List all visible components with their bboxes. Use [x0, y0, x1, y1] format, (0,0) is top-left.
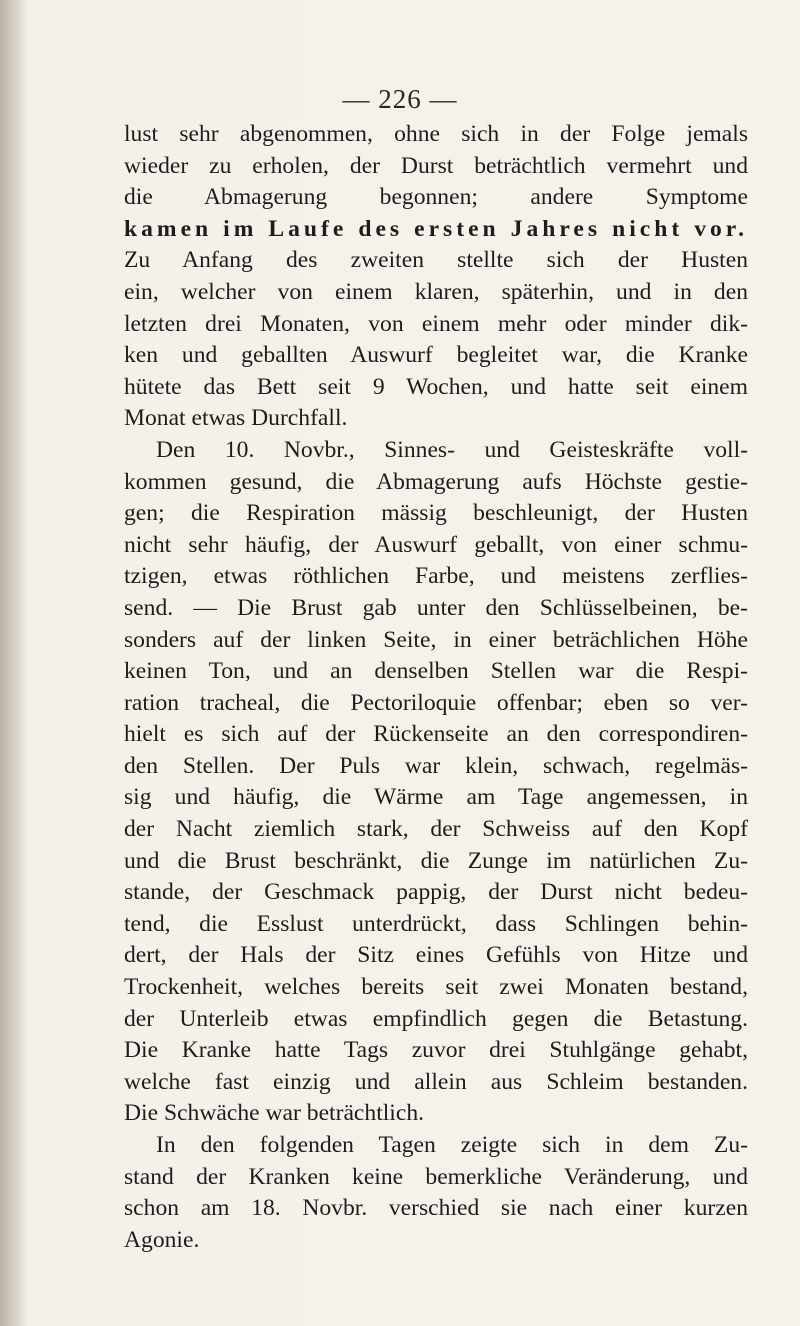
text-line: ein, welcher von einem klaren, späterhin, und in den	[124, 278, 748, 305]
text-line: die Abmagerung begonnen; andere Symptome	[124, 184, 748, 211]
text-line: ken und geballten Auswurf begleitet war, die Kranke	[124, 342, 748, 369]
text-line: der Unterleib etwas empfindlich gegen die Betastung.	[124, 1005, 748, 1032]
text-line: nicht sehr häufig, der Auswurf geballt, von einer schmu-	[124, 531, 748, 558]
text-line: In den folgenden Tagen zeigte sich in dem Zu-	[156, 1132, 748, 1158]
text-line: schon am 18. Novbr. verschied sie nach einer kurzen	[124, 1195, 748, 1222]
text-line: der Nacht ziemlich stark, der Schweiss auf den Kopf	[124, 816, 748, 843]
text-line: Die Schwäche war beträchtlich.	[124, 1100, 425, 1127]
text-line: Den 10. Novbr., Sinnes- und Geisteskräfte voll-	[156, 436, 748, 463]
text-line: und die Brust beschränkt, die Zunge im natürlichen Zu-	[124, 847, 748, 874]
text-line: Die Kranke hatte Tags zuvor drei Stuhlgänge gehabt,	[124, 1037, 748, 1064]
text-line: Trockenheit, welches bereits seit zwei Monaten bestand,	[124, 974, 748, 1001]
text-line: welche fast einzig und allein aus Schleim bestanden.	[124, 1068, 748, 1095]
text-line: send. — Die Brust gab unter den Schlüsselbeinen, be-	[124, 594, 748, 621]
text-line: ration tracheal, die Pectoriloquie offenbar; eben so ver-	[124, 689, 748, 716]
text-line: stand der Kranken keine bemerkliche Veränderung, und	[124, 1163, 748, 1190]
text-line: Monat etwas Durchfall.	[124, 405, 348, 432]
text-line: sonders auf der linken Seite, in einer beträchlichen Höhe	[124, 626, 748, 653]
page-gutter	[0, 0, 26, 1326]
body-text	[124, 119, 748, 1256]
text-line: dert, der Hals der Sitz eines Gefühls von Hitze und	[124, 942, 748, 969]
text-line: letzten drei Monaten, von einem mehr oder minder dik-	[124, 310, 748, 337]
text-line: tend, die Esslust unterdrückt, dass Schlingen behin-	[124, 910, 748, 937]
text-line: keinen Ton, und an denselben Stellen war die Respi-	[124, 658, 748, 685]
text-line: hütete das Bett seit 9 Wochen, und hatte seit einem	[124, 373, 748, 400]
text-line: Zu Anfang des zweiten stellte sich der Husten	[124, 247, 748, 274]
text-line: kamen im Laufe des ersten Jahres nicht vor.	[124, 215, 748, 242]
text-line: kommen gesund, die Abmagerung aufs Höchste gestie-	[124, 468, 748, 495]
text-line: tzigen, etwas röthlichen Farbe, und meistens zerflies-	[124, 563, 748, 590]
text-line: hielt es sich auf der Rückenseite an den correspondiren-	[124, 721, 748, 748]
text-line: den Stellen. Der Puls war klein, schwach, regelmäs-	[124, 752, 748, 779]
text-line: stande, der Geschmack pappig, der Durst nicht bedeu-	[124, 879, 748, 906]
page-number: — 226 —	[342, 84, 458, 114]
text-line: gen; die Respiration mässig beschleunigt, der Husten	[124, 500, 748, 527]
text-line: lust sehr abgenommen, ohne sich in der Folge jemals	[124, 121, 748, 147]
text-line: sig und häufig, die Wärme am Tage angemessen, in	[124, 784, 748, 811]
text-line: wieder zu erholen, der Durst beträchtlich vermehrt und	[124, 152, 748, 179]
text-line: Agonie.	[124, 1226, 200, 1253]
